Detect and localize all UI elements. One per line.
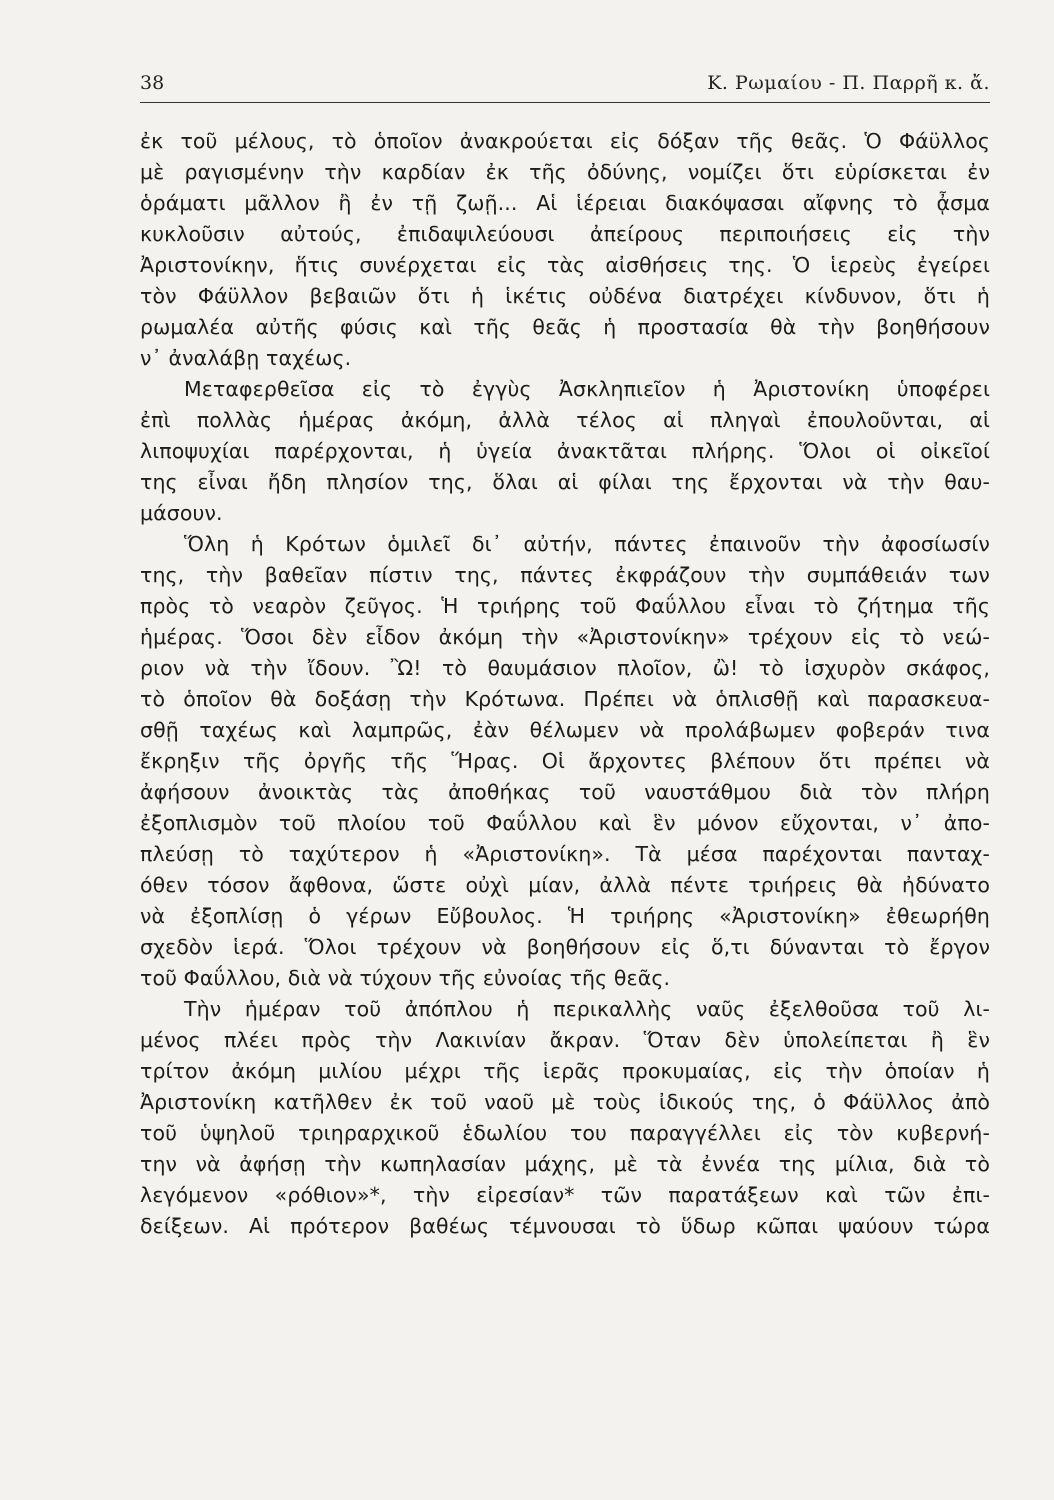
text-line: ἡμέρας. Ὅσοι δὲν εἶδον ἀκόμη τὴν «Ἀριστονίκην» τρέχουν εἰς τὸ νεώ-: [140, 625, 990, 649]
text-line: ἐκ τοῦ μέλους, τὸ ὁποῖον ἀνακρούεται εἰς δόξαν τῆς θεᾶς. Ὁ Φάϋλλος: [140, 129, 990, 153]
text-line: σθῇ ταχέως καὶ λαμπρῶς, ἐὰν θέλωμεν νὰ προλάβωμεν φοβεράν τινα: [140, 718, 990, 742]
paragraph-end-line: ν᾽ ἀναλάβῃ ταχέως.: [140, 346, 352, 370]
text-line: τὸν Φάϋλλον βεβαιῶν ὅτι ἡ ἱκέτις οὐδένα διατρέχει κίνδυνον, ὅτι ἡ: [140, 284, 990, 308]
text-line: λεγόμενον «ρόθιον»*, τὴν εἰρεσίαν* τῶν παρατάξεων καὶ τῶν ἐπι-: [140, 1183, 990, 1207]
text-line: πλεύσῃ τὸ ταχύτερον ἡ «Ἀριστονίκη». Τὰ μέσα παρέχονται πανταχ-: [140, 842, 990, 866]
page-number: 38: [140, 72, 165, 94]
text-line: μένος πλέει πρὸς τὴν Λακινίαν ἄκραν. Ὅταν δὲν ὑπολείπεται ἢ ἓν: [140, 1028, 990, 1052]
paragraph-start-line: Μεταφερθεῖσα εἰς τὸ ἐγγὺς Ἀσκληπιεῖον ἡ Ἀριστονίκη ὑποφέρει: [184, 377, 990, 401]
text-line: μὲ ραγισμένην τὴν καρδίαν ἐκ τῆς ὀδύνης, νομίζει ὅτι εὑρίσκεται ἐν: [140, 160, 990, 184]
text-line: ἐπὶ πολλὰς ἡμέρας ἀκόμη, ἀλλὰ τέλος αἱ πληγαὶ ἐπουλοῦνται, αἱ: [140, 408, 990, 432]
text-line: όθεν τόσον ἄφθονα, ὥστε οὐχὶ μίαν, ἀλλὰ πέντε τριήρεις θὰ ἠδύνατο: [140, 873, 990, 897]
running-title: Κ. Ρωμαίου - Π. Παρρῆ κ. ἄ.: [707, 72, 990, 94]
text-line: ὁράματι μᾶλλον ἢ ἐν τῇ ζωῇ... Αἱ ἱέρειαι διακόψασαι αἴφνης τὸ ᾆσμα: [140, 191, 990, 215]
text-line: Ἀριστονίκη κατῆλθεν ἐκ τοῦ ναοῦ μὲ τοὺς ἰδικούς της, ὁ Φάϋλλος ἀπὸ: [140, 1090, 990, 1114]
text-line: τρίτον ἀκόμη μιλίου μέχρι τῆς ἱερᾶς προκυμαίας, εἰς τὴν ὁποίαν ἡ: [140, 1059, 990, 1083]
text-line: δείξεων. Αἱ πρότερον βαθέως τέμνουσαι τὸ ὕδωρ κῶπαι ψαύουν τώρα: [140, 1214, 990, 1238]
text-line: νὰ ἐξοπλίσῃ ὁ γέρων Εὔβουλος. Ἡ τριήρης «Ἀριστονίκη» ἐθεωρήθη: [140, 904, 990, 928]
body-text: [140, 126, 990, 1242]
paragraph-start-line: Τὴν ἡμέραν τοῦ ἀπόπλου ἡ περικαλλὴς ναῦς ἐξελθοῦσα τοῦ λι-: [184, 997, 990, 1021]
text-line: κυκλοῦσιν αὐτούς, ἐπιδαψιλεύουσι ἀπείρους περιποιήσεις εἰς τὴν: [140, 222, 990, 246]
text-line: της, τὴν βαθεῖαν πίστιν της, πάντες ἐκφράζουν τὴν συμπάθειάν των: [140, 563, 990, 587]
running-head: [140, 70, 990, 100]
text-line: σχεδὸν ἱερά. Ὅλοι τρέχουν νὰ βοηθήσουν εἰς ὅ,τι δύνανται τὸ ἔργον: [140, 935, 990, 959]
text-line: λιποψυχίαι παρέρχονται, ἡ ὑγεία ἀνακτᾶται πλήρης. Ὅλοι οἱ οἰκεῖοί: [140, 439, 990, 463]
text-line: τοῦ ὑψηλοῦ τριηραρχικοῦ ἑδωλίου του παραγγέλλει εἰς τὸν κυβερνή-: [140, 1121, 990, 1145]
text-line: την νὰ ἀφήσῃ τὴν κωπηλασίαν μάχης, μὲ τὰ ἐννέα της μίλια, διὰ τὸ: [140, 1152, 990, 1176]
paragraph-start-line: Ὅλη ἡ Κρότων ὁμιλεῖ δι᾽ αὐτήν, πάντες ἐπαινοῦν τὴν ἀφοσίωσίν: [184, 532, 990, 556]
text-line: ἔκρηξιν τῆς ὀργῆς τῆς Ἥρας. Οἱ ἄρχοντες βλέπουν ὅτι πρέπει νὰ: [140, 749, 990, 773]
header-rule: [140, 102, 990, 103]
text-line: της εἶναι ἤδη πλησίον της, ὅλαι αἱ φίλαι της ἔρχονται νὰ τὴν θαυ-: [140, 470, 990, 494]
text-line: πρὸς τὸ νεαρὸν ζεῦγος. Ἡ τριήρης τοῦ Φαΰλλου εἶναι τὸ ζήτημα τῆς: [140, 594, 990, 618]
text-line: ἐξοπλισμὸν τοῦ πλοίου τοῦ Φαΰλλου καὶ ἓν μόνον εὔχονται, ν᾽ ἀπο-: [140, 811, 990, 835]
text-line: ἀφήσουν ἀνοικτὰς τὰς ἀποθήκας τοῦ ναυστάθμου διὰ τὸν πλήρη: [140, 780, 990, 804]
text-line: Ἀριστονίκην, ἥτις συνέρχεται εἰς τὰς αἰσθήσεις της. Ὁ ἱερεὺς ἐγείρει: [140, 253, 990, 277]
text-line: τὸ ὁποῖον θὰ δοξάσῃ τὴν Κρότωνα. Πρέπει νὰ ὁπλισθῇ καὶ παρασκευα-: [140, 687, 990, 711]
text-line: ριον νὰ τὴν ἴδουν. Ὢ! τὸ θαυμάσιον πλοῖον, ὢ! τὸ ἰσχυρὸν σκάφος,: [140, 656, 990, 680]
paragraph-end-line: μάσουν.: [140, 501, 223, 525]
text-line: ρωμαλέα αὐτῆς φύσις καὶ τῆς θεᾶς ἡ προστασία θὰ τὴν βοηθήσουν: [140, 315, 990, 339]
paragraph-end-line: τοῦ Φαΰλλου, διὰ νὰ τύχουν τῆς εὐνοίας τῆς θεᾶς.: [140, 966, 671, 990]
